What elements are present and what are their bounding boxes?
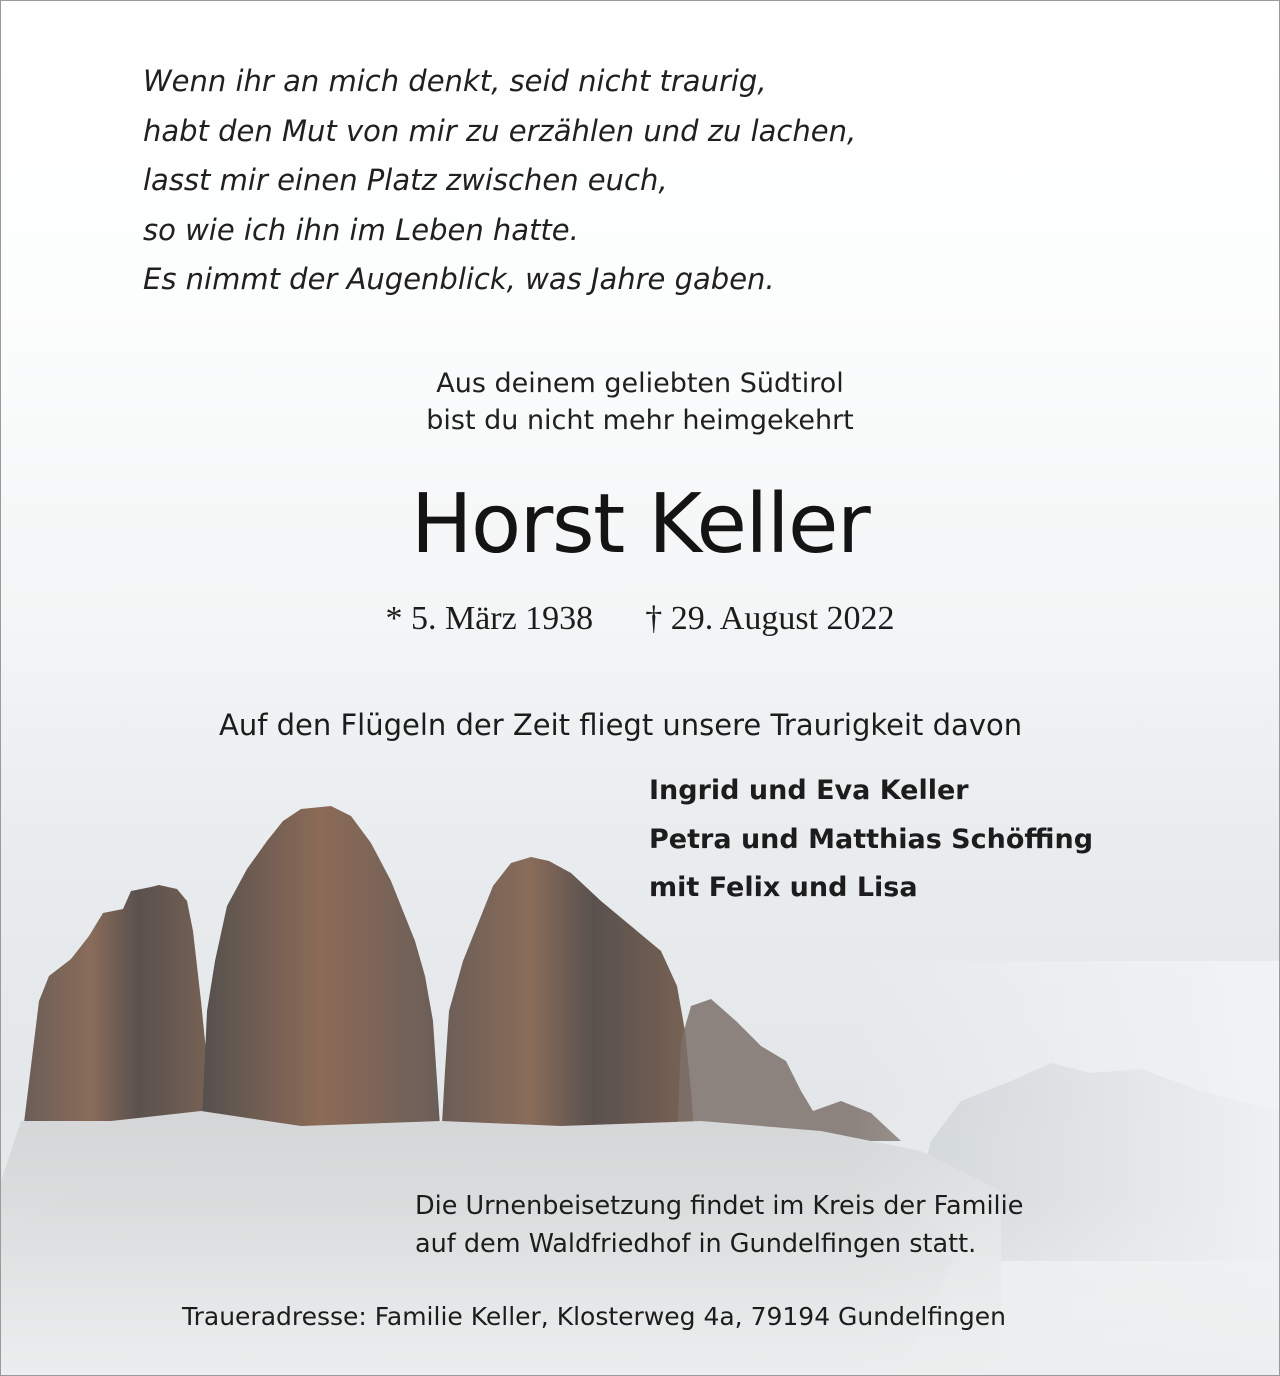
burial-line: Die Urnenbeisetzung findet im Kreis der Familie: [415, 1191, 1024, 1221]
family-line: mit Felix und Lisa: [649, 872, 918, 903]
poem-line: so wie ich ihn im Leben hatte.: [143, 212, 579, 247]
poem-line: lasst mir einen Platz zwischen euch,: [143, 163, 668, 197]
burial-line: auf dem Waldfriedhof in Gundelfingen statt.: [415, 1229, 977, 1259]
intro-text: [1, 365, 1279, 439]
intro-line: bist du nicht mehr heimgekehrt: [426, 405, 854, 436]
left-spires: [23, 885, 215, 1141]
poem-line: Es nimmt der Augenblick, was Jahre gaben.: [143, 262, 775, 296]
poem: [143, 57, 856, 305]
death-date: † 29. August 2022: [645, 600, 895, 637]
family-line: Ingrid und Eva Keller: [649, 775, 969, 806]
family-line: Petra und Matthias Schöffing: [649, 823, 1094, 855]
mourning-address: Traueradresse: Familie Keller, Klosterweg 4a, 79194 Gundelfingen: [182, 1302, 1006, 1331]
intro-line: Aus deinem geliebten Südtirol: [436, 368, 844, 399]
poem-line: Wenn ihr an mich denkt, seid nicht traurig,: [143, 64, 767, 98]
burial-notice: [415, 1187, 1023, 1263]
birth-date: * 5. März 1938: [385, 600, 594, 637]
central-peak: [201, 806, 441, 1141]
family-signatures: [649, 767, 1093, 913]
life-dates: [1, 599, 1279, 639]
motto: Auf den Flügeln der Zeit fliegt unsere Traurigkeit davon: [219, 708, 1023, 742]
deceased-name: Horst Keller: [410, 477, 870, 572]
poem-line: habt den Mut von mir zu erzählen und zu lachen,: [143, 113, 857, 148]
